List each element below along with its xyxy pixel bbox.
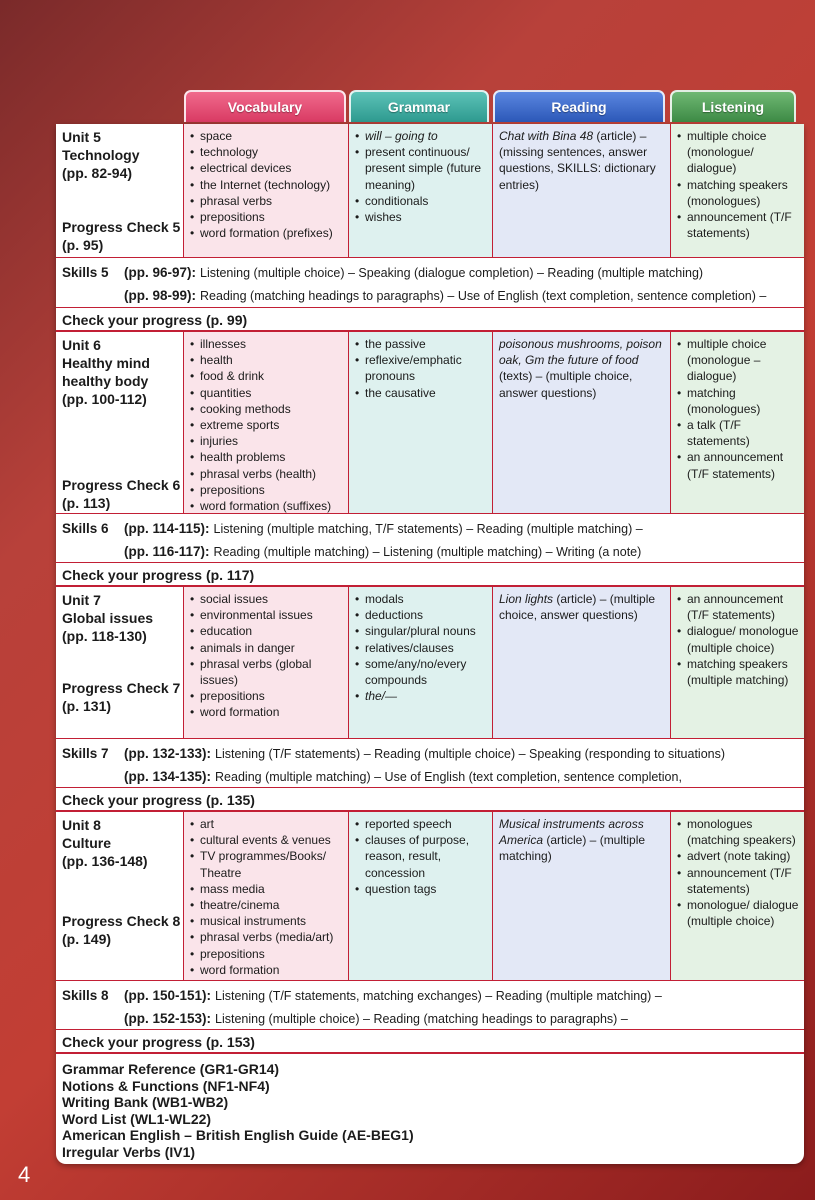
skills-6: Skills 6 (pp. 114-115): Listening (multiple matching, T/F statements) – Reading (multiple matching) – (pp. 116-117): Reading (multiple matching) – Listening (multiple matching) – Writing (a note) [56,514,804,563]
unit-6-grammar [349,332,493,514]
list-item: • deductions [355,607,487,623]
list-item: • space [190,128,343,144]
list-item: • relatives/clauses [355,640,487,656]
list-item: • art [190,816,343,832]
list-item: • some/any/no/every compounds [355,656,487,688]
reading-text: (article) – (multiple matching) [499,833,646,864]
unit-7-reading [493,587,671,739]
list-item: • the passive [355,336,487,352]
skills-8: Skills 8 (pp. 150-151): Listening (T/F statements, matching exchanges) – Reading (multiple matching) – (pp. 152-153): Listening (multiple choice) – Reading (matching headings to paragraphs) – [56,981,804,1030]
list-item: • an announcement (T/F statements) [677,591,799,623]
list-item: • environmental issues [190,607,343,623]
unit-6-vocabulary [184,332,349,514]
list-item: • injuries [190,433,343,449]
list-item: • phrasal verbs (global issues) [190,656,343,688]
unit-6-row [56,332,804,514]
tab-reading [493,90,665,122]
unit-8-row [56,812,804,981]
tab-listening-label: Listening [701,99,765,115]
list-item: • multiple choice (monologue/ dialogue) [677,128,799,177]
list-item: • TV programmes/Books/ Theatre [190,848,343,880]
list-item: • prepositions [190,946,343,962]
unit-5-vocabulary [184,124,349,258]
unit-7-vocabulary [184,587,349,739]
check-progress-5: Check your progress (p. 99) [56,308,804,332]
list-item: • education [190,623,343,639]
skills-5: Skills 5 (pp. 96-97): Listening (multiple choice) – Speaking (dialogue completion) – Reading (multiple matching) (pp. 98-99): Reading (matching headings to paragraphs) – Use of English (text completion, sentence completion) – [56,258,804,308]
list-item: • technology [190,144,343,160]
list-item: • question tags [355,881,487,897]
list-item: • matching (monologues) [677,385,799,417]
list-item: • the Internet (technology) [190,177,343,193]
check-progress-6: Check your progress (p. 117) [56,563,804,587]
reading-text: (article) – (multiple choice, answer questions) [499,592,656,623]
list-item: • monologue/ dialogue (multiple choice) [677,897,799,929]
list-item: • reported speech [355,816,487,832]
list-item: • reflexive/emphatic pronouns [355,352,487,384]
unit-5-title: Unit 5 Technology (pp. 82-94) [62,129,140,181]
reading-title: poisonous mushrooms, poison oak, Gm the future of food [499,337,662,368]
tab-vocabulary-label: Vocabulary [227,99,303,115]
progress-check-8: Progress Check 8 (p. 149) [62,913,181,947]
list-item: • matching speakers (monologues) [677,177,799,209]
reading-title: Chat with Bina 48 [499,129,594,143]
list-item: • phrasal verbs (health) [190,466,343,482]
unit-8-title: Unit 8 Culture (pp. 136-148) [62,817,148,869]
progress-check-6: Progress Check 6 (p. 113) [62,477,181,511]
list-item: • illnesses [190,336,343,352]
unit-7-grammar [349,587,493,739]
unit-5-listening [671,124,804,258]
list-item: • multiple choice (monologue – dialogue) [677,336,799,385]
tab-vocabulary [184,90,346,122]
progress-check-5: Progress Check 5 (p. 95) [62,219,181,253]
list-item: • theatre/cinema [190,897,343,913]
list-item: • musical instruments [190,913,343,929]
unit-6-cell [56,332,184,514]
list-item: • prepositions [190,482,343,498]
list-item: • cooking methods [190,401,343,417]
reading-title: Lion lights [499,592,554,606]
unit-6-listening [671,332,804,514]
unit-7-row [56,587,804,739]
skills-7: Skills 7 (pp. 132-133): Listening (T/F statements) – Reading (multiple choice) – Speaking (responding to situations) (pp. 134-135): Reading (multiple matching) – Use of English (text completion, sentence completion, [56,739,804,788]
tab-listening [670,90,796,122]
unit-7-listening [671,587,804,739]
list-item: • will – going to [355,128,487,144]
unit-8-grammar [349,812,493,981]
list-item: • phrasal verbs (media/art) [190,929,343,945]
list-item: • quantities [190,385,343,401]
list-item: • an announcement (T/F statements) [677,449,799,481]
ref-writing-bank: Writing Bank (WB1-WB2) [62,1094,229,1110]
unit-5-reading [493,124,671,258]
list-item: • conditionals [355,193,487,209]
ref-american-british-guide: American English – British English Guide (AE-BEG1) [62,1127,414,1143]
progress-check-7: Progress Check 7 (p. 131) [62,680,181,714]
reading-text: (article) – (missing sentences, answer questions, SKILLS: dictionary entries) [499,129,656,192]
list-item: • social issues [190,591,343,607]
check-progress-8: Check your progress (p. 153) [56,1030,804,1054]
list-item: • present continuous/ present simple (future meaning) [355,144,487,193]
list-item: • clauses of purpose, reason, result, concession [355,832,487,881]
ref-notions-functions: Notions & Functions (NF1-NF4) [62,1077,270,1094]
list-item: • mass media [190,881,343,897]
list-item: • announcement (T/F statements) [677,865,799,897]
list-item: • animals in danger [190,640,343,656]
contents-page [56,124,804,1164]
unit-6-reading [493,332,671,514]
tab-reading-label: Reading [551,99,607,115]
list-item: • prepositions [190,209,343,225]
list-item: • extreme sports [190,417,343,433]
unit-8-cell [56,812,184,981]
unit-8-listening [671,812,804,981]
page-number: 4 [18,1162,31,1187]
list-item: • word formation [190,704,343,720]
list-item: • cultural events & venues [190,832,343,848]
ref-word-list: Word List (WL1-WL22) [62,1110,212,1127]
list-item: • health problems [190,449,343,465]
list-item: • matching speakers (multiple matching) [677,656,799,688]
list-item: • word formation [190,962,343,978]
list-item: • monologues (matching speakers) [677,816,799,848]
list-item: • electrical devices [190,160,343,176]
tab-grammar-label: Grammar [387,99,451,115]
list-item: • phrasal verbs [190,193,343,209]
list-item: • the causative [355,385,487,401]
ref-irregular-verbs: Irregular Verbs (IV1) [62,1143,196,1160]
list-item: • word formation (suffixes) [190,498,343,514]
reading-title: Musical instruments across America [499,817,644,848]
unit-6-title: Unit 6 Healthy mind healthy body (pp. 100-112) [62,337,150,407]
unit-8-reading [493,812,671,981]
tab-grammar [349,90,489,122]
unit-7-title: Unit 7 Global issues (pp. 118-130) [62,592,154,644]
check-progress-7: Check your progress (p. 135) [56,788,804,812]
unit-5-row [56,124,804,258]
list-item: • a talk (T/F statements) [677,417,799,449]
list-item: • dialogue/ monologue (multiple choice) [677,623,799,655]
unit-7-cell [56,587,184,739]
unit-5-grammar [349,124,493,258]
list-item: • prepositions [190,688,343,704]
list-item: • health [190,352,343,368]
list-item: • singular/plural nouns [355,623,487,639]
list-item: • modals [355,591,487,607]
ref-grammar-reference: Grammar Reference (GR1-GR14) [62,1061,280,1077]
list-item: • wishes [355,209,487,225]
reading-text: (texts) – (multiple choice, answer questions) [499,369,633,400]
list-item: • advert (note taking) [677,848,799,864]
unit-8-vocabulary [184,812,349,981]
unit-5-cell [56,124,184,258]
list-item: • food & drink [190,368,343,384]
list-item: • the/— [355,688,487,704]
list-item: • word formation (prefixes) [190,225,343,241]
reference-list [62,1061,414,1160]
list-item: • announcement (T/F statements) [677,209,799,241]
